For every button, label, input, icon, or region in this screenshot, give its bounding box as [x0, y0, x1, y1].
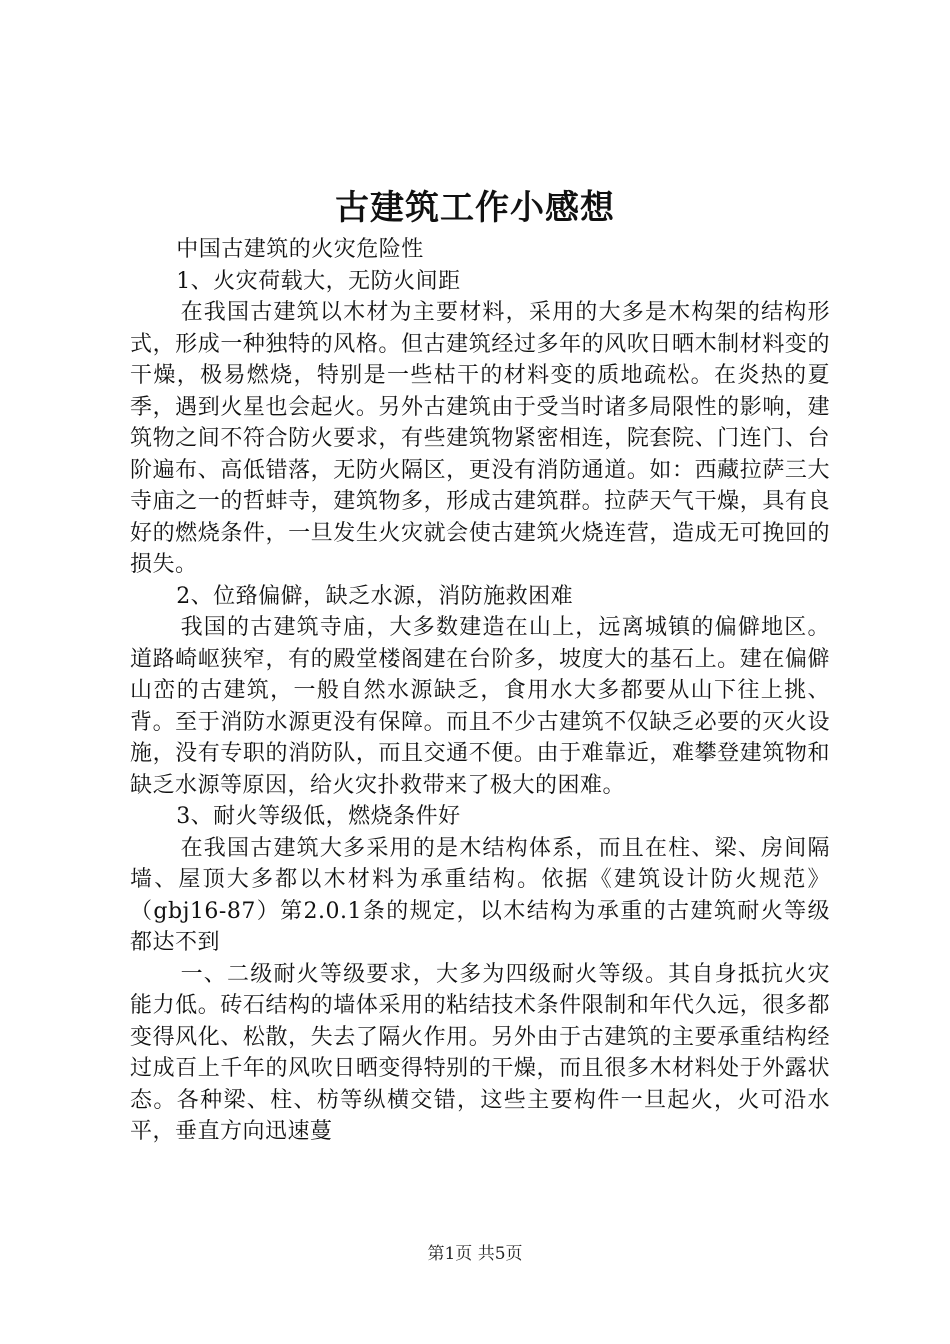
paragraph-4: 一、二级耐火等级要求，大多为四级耐火等级。其自身抵抗火灾能力低。砖石结构的墙体采用的粘结技术条件限制和年代久远，很多都变得风化、松散，失去了隔火作用。另外由于古建筑的主要承重结构经过成百上千年的风吹日晒变得特别的干燥，而且很多木材料处于外露状态。各种梁、柱、枋等纵横交错，这些主要构件一旦起火，火可沿水平，垂直方向迅速蔓 [130, 961, 830, 1144]
section-heading: 中国古建筑的火灾危险性 [176, 237, 424, 262]
subsection-heading-1: 1、火灾荷载大，无防火间距 [176, 268, 461, 294]
page-number-footer: 第1页 共5页 [427, 1244, 523, 1264]
subsection-heading-3: 3、耐火等级低，燃烧条件好 [176, 804, 461, 829]
paragraph-2: 我国的古建筑寺庙，大多数建造在山上，远离城镇的偏僻地区。道路崎岖狭窄，有的殿堂楼阁建在台阶多，坡度大的基石上。建在偏僻山峦的古建筑，一般自然水源缺乏，食用水大多都要从山下往上挑、背。至于消防水源更没有保障。而且不少古建筑不仅缺乏必要的灭火设施，没有专职的消防队，而且交通不便。由于难靠近，难攀登建筑物和缺乏水源等原因，给火灾扑救带来了极大的困难。 [130, 615, 830, 798]
subsection-heading-2: 2、位臵偏僻，缺乏水源，消防施救困难 [176, 583, 574, 609]
document-body [130, 234, 830, 1148]
paragraph-1: 在我国古建筑以木材为主要材料，采用的大多是木构架的结构形式，形成一种独特的风格。但古建筑经过多年的风吹日晒木制材料变的干燥，极易燃烧，特别是一些枯干的材料变的质地疏松。在炎热的夏季，遇到火星也会起火。另外古建筑由于受当时诸多局限性的影响，建筑物之间不符合防火要求，有些建筑物紧密相连，院套院、门连门、台阶遍布、高低错落，无防火隔区，更没有消防通道。如：西藏拉萨三大寺庙之一的哲蚌寺，建筑物多，形成古建筑群。拉萨天气干燥，具有良好的燃烧条件，一旦发生火灾就会使古建筑火烧连营，造成无可挽回的损失。 [130, 300, 830, 577]
paragraph-3: 在我国古建筑大多采用的是木结构体系，而且在柱、梁、房间隔墙、屋顶大多都以木材料为承重结构。依据《建筑设计防火规范》（gbj16-87）第2.0.1条的规定，以木结构为承重的古建筑耐火等级都达不到 [130, 835, 830, 955]
document-title: 古建筑工作小感想 [335, 188, 615, 228]
